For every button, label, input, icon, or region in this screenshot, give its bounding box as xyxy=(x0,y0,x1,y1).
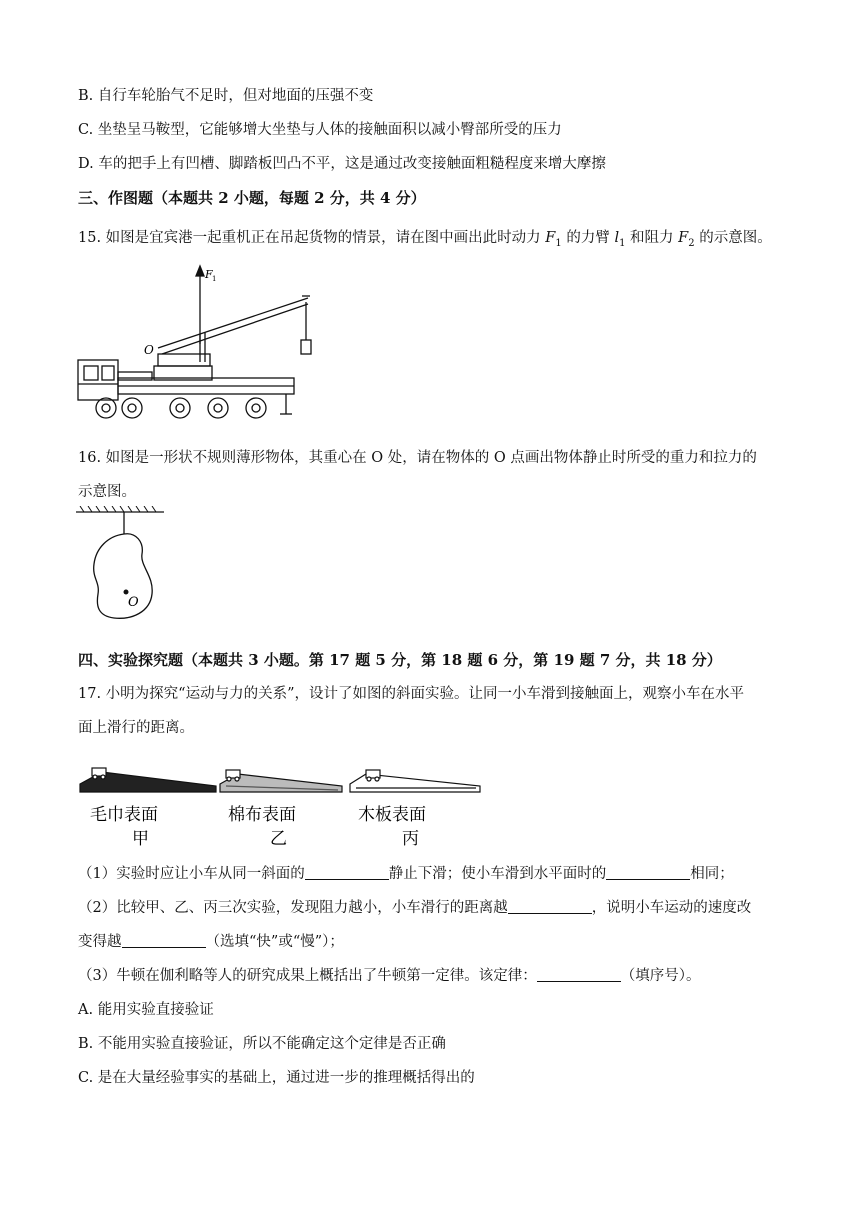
symbol-f1: F xyxy=(545,230,556,246)
question-17-line1: 17. 小明为探究“运动与力的关系”，设计了如图的斜面实验。让同一小车滑到接触面上，观察小车在水平 xyxy=(78,686,744,702)
pivot-o-label: O xyxy=(144,343,154,357)
f1-label-sub: 1 xyxy=(212,275,217,283)
sub2-text-d: （选填“快”或“慢”）； xyxy=(205,934,344,950)
wheel xyxy=(96,398,116,418)
sub2-text-b: ，说明小车运动的速度改 xyxy=(591,900,752,916)
question-16-line1: 16. 如图是一形状不规则薄形物体，其重心在 O 处，请在物体的 O 点画出物体静止时所受的重力和拉力的 xyxy=(78,450,757,466)
wheel xyxy=(170,398,190,418)
symbol-l1-sub: 1 xyxy=(619,237,626,249)
sub2-text-c: 变得越 xyxy=(78,934,122,950)
symbol-f1-sub: 1 xyxy=(555,237,562,249)
irregular-plate xyxy=(94,534,153,619)
hanging-plate-figure xyxy=(74,506,174,626)
q17-option-c: C. 是在大量经验事实的基础上，通过进一步的推理概括得出的 xyxy=(78,1070,475,1086)
sub3-text-b: （填序号）。 xyxy=(620,968,701,984)
q15-text-a: 15. 如图是宜宾港一起重机正在吊起货物的情景，请在图中画出此时动力 xyxy=(78,230,546,246)
surface-label-1: 毛巾表面 xyxy=(90,805,158,825)
surface-label-3: 木板表面 xyxy=(358,805,426,825)
q15-text-d: 的示意图。 xyxy=(694,230,772,246)
sub1-text-b: 静止下滑；使小车滑到水平面时的 xyxy=(388,866,607,882)
answer-blank-2[interactable] xyxy=(606,865,690,880)
answer-blank-3[interactable] xyxy=(508,899,592,914)
surface-tag-2: 乙 xyxy=(270,829,287,849)
crane-figure xyxy=(70,262,330,422)
wheel xyxy=(208,398,228,418)
symbol-l1: l xyxy=(614,230,620,246)
answer-blank-1[interactable] xyxy=(305,865,389,880)
wheel xyxy=(246,398,266,418)
crane-boom xyxy=(158,298,308,348)
option-b: B. 自行车轮胎气不足时，但对地面的压强不变 xyxy=(78,88,374,104)
surface-label-2: 棉布表面 xyxy=(228,805,296,825)
q17-subquestion-1 xyxy=(78,864,734,884)
section-heading-drawing: 三、作图题（本题共 2 小题，每题 2 分，共 4 分） xyxy=(78,189,426,207)
wheel xyxy=(122,398,142,418)
section-heading-experiment: 四、实验探究题（本题共 3 小题。第 17 题 5 分，第 18 题 6 分，第 19 题 7 分，共 18 分） xyxy=(78,651,722,669)
q15-text-b: 的力臂 xyxy=(561,230,615,246)
surface-tag-3: 丙 xyxy=(402,829,419,849)
q17-subquestion-2 xyxy=(78,898,751,918)
q17-option-b: B. 不能用实验直接验证，所以不能确定这个定律是否正确 xyxy=(78,1036,446,1052)
surface-tag-1: 甲 xyxy=(132,829,149,849)
answer-blank-4[interactable] xyxy=(122,933,206,948)
center-of-gravity-dot xyxy=(124,590,129,595)
question-16-line2: 示意图。 xyxy=(78,484,136,500)
inclined-plane-figure xyxy=(76,760,486,852)
f1-label: F xyxy=(205,268,213,281)
center-o-label: O xyxy=(128,595,139,610)
option-d: D. 车的把手上有凹槽、脚踏板凹凸不平，这是通过改变接触面粗糙程度来增大摩擦 xyxy=(78,156,606,172)
question-15-text xyxy=(78,228,772,254)
symbol-f2: F xyxy=(678,230,689,246)
q17-subquestion-2-cont xyxy=(78,932,344,952)
cargo-box xyxy=(301,340,311,354)
q17-subquestion-3 xyxy=(78,966,700,986)
symbol-f2-sub: 2 xyxy=(688,237,695,249)
sub1-text-c: 相同； xyxy=(690,866,734,882)
sub2-text-a: （2）比较甲、乙、丙三次实验，发现阻力越小，小车滑行的距离越 xyxy=(78,900,508,916)
answer-blank-5[interactable] xyxy=(537,967,621,982)
option-c: C. 坐垫呈马鞍型，它能够增大坐垫与人体的接触面积以减小臀部所受的压力 xyxy=(78,122,562,138)
question-17-line2: 面上滑行的距离。 xyxy=(78,720,194,736)
q15-text-c: 和阻力 xyxy=(625,230,679,246)
q17-option-a: A. 能用实验直接验证 xyxy=(78,1002,214,1018)
sub3-text-a: （3）牛顿在伽利略等人的研究成果上概括出了牛顿第一定律。该定律： xyxy=(78,968,537,984)
force-f1-arrowhead xyxy=(196,266,204,276)
sub1-text-a: （1）实验时应让小车从同一斜面的 xyxy=(78,866,305,882)
